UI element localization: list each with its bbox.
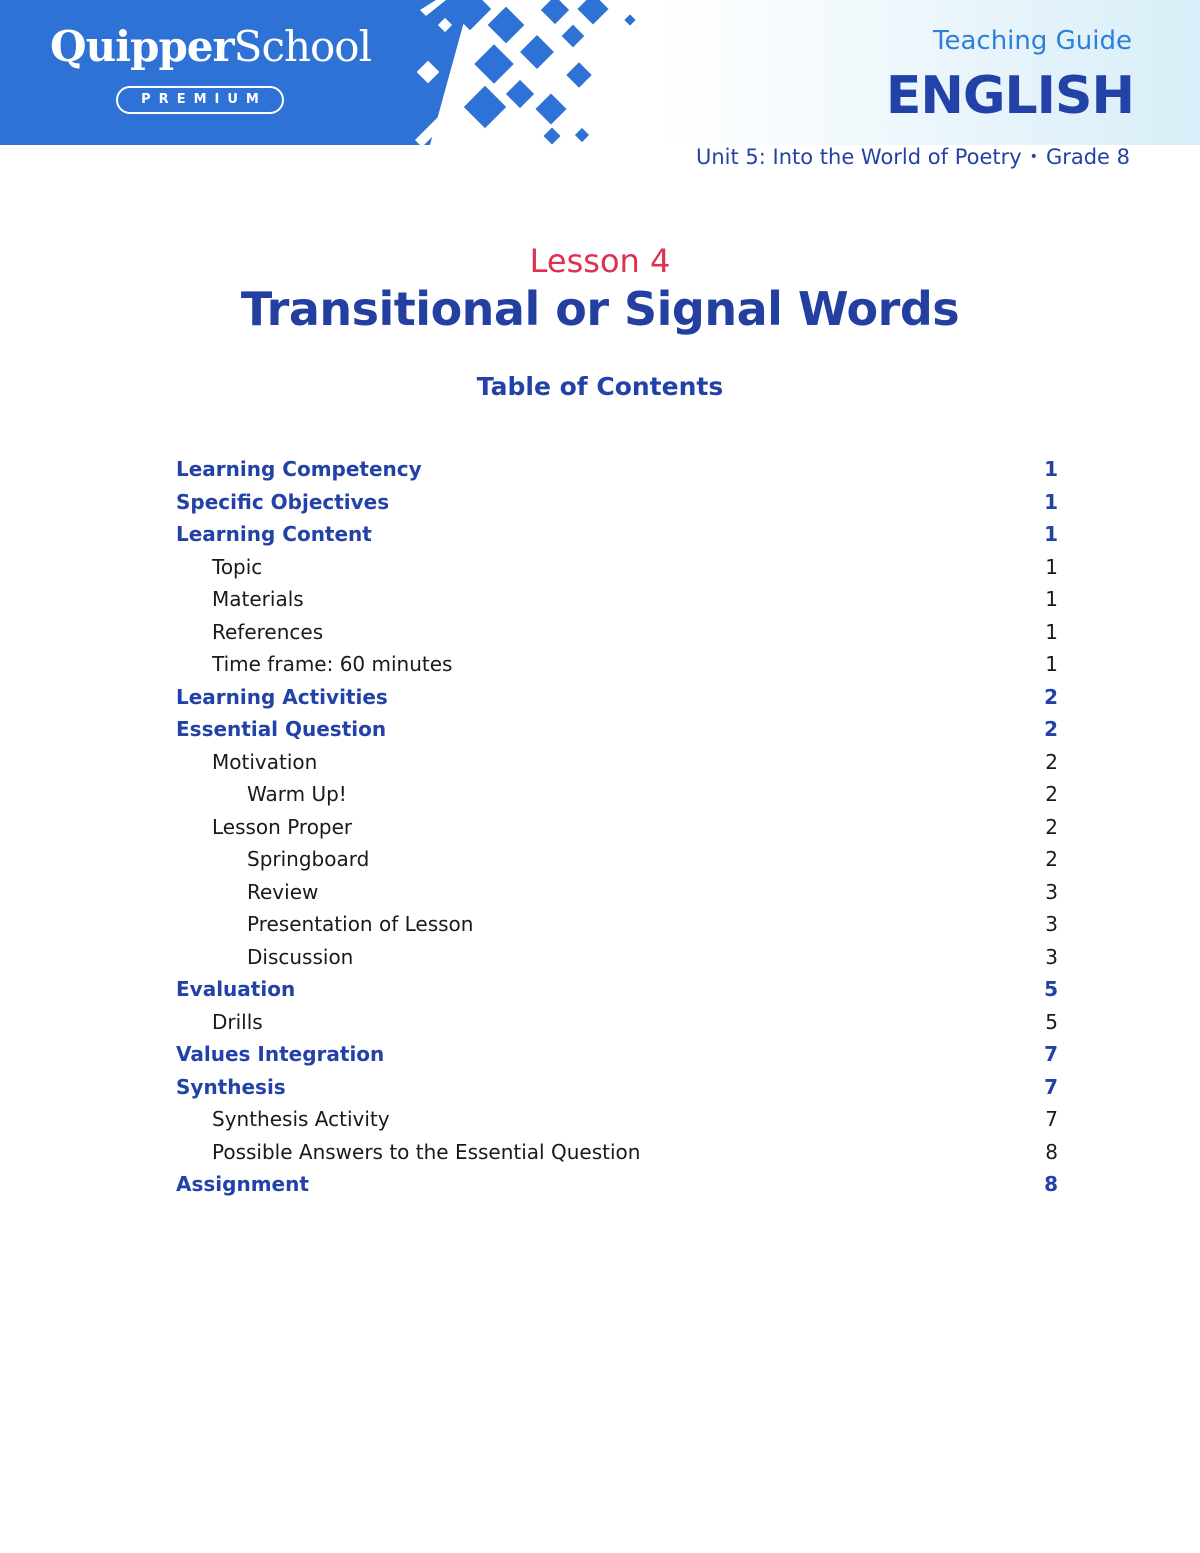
toc-entry-label: Assignment (176, 1172, 309, 1196)
lesson-number: Lesson 4 (529, 242, 671, 280)
toc-entry-page: 2 (1044, 684, 1058, 709)
toc-entry[interactable] (176, 453, 1060, 486)
toc-entry-page: 7 (1044, 1074, 1058, 1099)
toc-entry[interactable] (176, 1038, 1060, 1071)
toc-entry-page: 3 (1045, 912, 1058, 936)
toc-entry[interactable] (176, 778, 1060, 811)
teaching-guide-label: Teaching Guide (933, 26, 1132, 56)
toc-entry-label: Possible Answers to the Essential Question (212, 1139, 641, 1164)
toc-entry[interactable] (176, 843, 1060, 876)
toc-entry-page: 3 (1045, 944, 1058, 969)
toc-entry-label: Values Integration (176, 1042, 385, 1066)
toc-entry[interactable] (176, 551, 1060, 584)
toc-entry-page: 2 (1045, 814, 1058, 839)
toc-entry[interactable] (176, 1136, 1060, 1169)
toc-entry-page: 1 (1044, 457, 1058, 481)
toc-entry[interactable] (176, 616, 1060, 649)
toc-entry-label: Springboard (247, 847, 370, 871)
table-of-contents (176, 453, 1060, 1201)
toc-entry-label: Materials (212, 587, 304, 611)
toc-entry-label: Discussion (247, 944, 354, 969)
toc-entry-label: Evaluation (176, 977, 296, 1001)
toc-entry[interactable] (176, 811, 1060, 844)
toc-entry[interactable] (176, 583, 1060, 616)
toc-entry-label: Learning Content (176, 522, 372, 546)
toc-entry-label: Lesson Proper (212, 814, 353, 839)
toc-entry-page: 1 (1045, 652, 1058, 676)
toc-entry-label: Synthesis Activity (212, 1107, 390, 1131)
toc-entry-label: Motivation (212, 749, 318, 774)
brand-logo-banner (0, 0, 640, 145)
toc-entry[interactable] (176, 1103, 1060, 1136)
subject-title: ENGLISH (885, 66, 1134, 126)
toc-entry-label: Time frame: 60 minutes (212, 652, 453, 676)
toc-entry-label: Learning Activities (176, 684, 388, 709)
toc-entry-page: 8 (1044, 1172, 1058, 1196)
toc-entry[interactable] (176, 876, 1060, 909)
toc-entry[interactable] (176, 1168, 1060, 1201)
toc-entry-page: 7 (1044, 1042, 1058, 1066)
toc-entry-page: 1 (1044, 489, 1058, 514)
toc-entry-page: 1 (1045, 619, 1058, 644)
quipper-school-logo (50, 22, 371, 71)
toc-entry[interactable] (176, 681, 1060, 714)
toc-entry[interactable] (176, 973, 1060, 1006)
toc-entry[interactable] (176, 486, 1060, 519)
toc-entry-label: Warm Up! (247, 782, 347, 806)
toc-entry-page: 2 (1045, 782, 1058, 806)
toc-entry[interactable] (176, 908, 1060, 941)
toc-entry-label: Topic (212, 554, 263, 579)
toc-heading: Table of Contents (476, 372, 724, 401)
toc-entry-page: 3 (1045, 879, 1058, 904)
lesson-title: Transitional or Signal Words (240, 282, 960, 336)
toc-entry-page: 5 (1044, 977, 1058, 1001)
toc-entry-page: 2 (1044, 717, 1058, 741)
toc-entry-label: Learning Competency (176, 457, 422, 481)
toc-entry[interactable] (176, 713, 1060, 746)
toc-entry-page: 7 (1045, 1107, 1058, 1131)
toc-entry-page: 1 (1045, 587, 1058, 611)
toc-entry-label: Drills (212, 1009, 263, 1034)
brand-name-bold: Quipper (50, 22, 234, 71)
toc-entry[interactable] (176, 941, 1060, 974)
toc-entry[interactable] (176, 1006, 1060, 1039)
toc-entry-label: Synthesis (176, 1074, 286, 1099)
unit-label: Unit 5: Into the World of Poetry (695, 145, 1022, 169)
toc-entry-label: Essential Question (176, 717, 387, 741)
toc-entry-page: 1 (1045, 554, 1058, 579)
toc-entry-label: Review (247, 879, 319, 904)
toc-entry-label: Specific Objectives (176, 489, 390, 514)
grade-label: Grade 8 (1045, 145, 1130, 169)
brand-name-regular: School (233, 22, 372, 71)
toc-entry[interactable] (176, 518, 1060, 551)
toc-entry[interactable] (176, 648, 1060, 681)
toc-entry-page: 5 (1045, 1009, 1058, 1034)
toc-entry-page: 8 (1045, 1139, 1058, 1164)
separator-dot: • (1029, 149, 1038, 165)
premium-badge: PREMIUM (116, 86, 284, 114)
unit-grade-line (696, 145, 1130, 169)
toc-entry-page: 1 (1044, 522, 1058, 546)
toc-entry-page: 2 (1045, 847, 1058, 871)
toc-entry[interactable] (176, 1071, 1060, 1104)
toc-entry-label: References (212, 619, 324, 644)
toc-entry[interactable] (176, 746, 1060, 779)
toc-entry-page: 2 (1045, 749, 1058, 774)
toc-entry-label: Presentation of Lesson (247, 912, 474, 936)
